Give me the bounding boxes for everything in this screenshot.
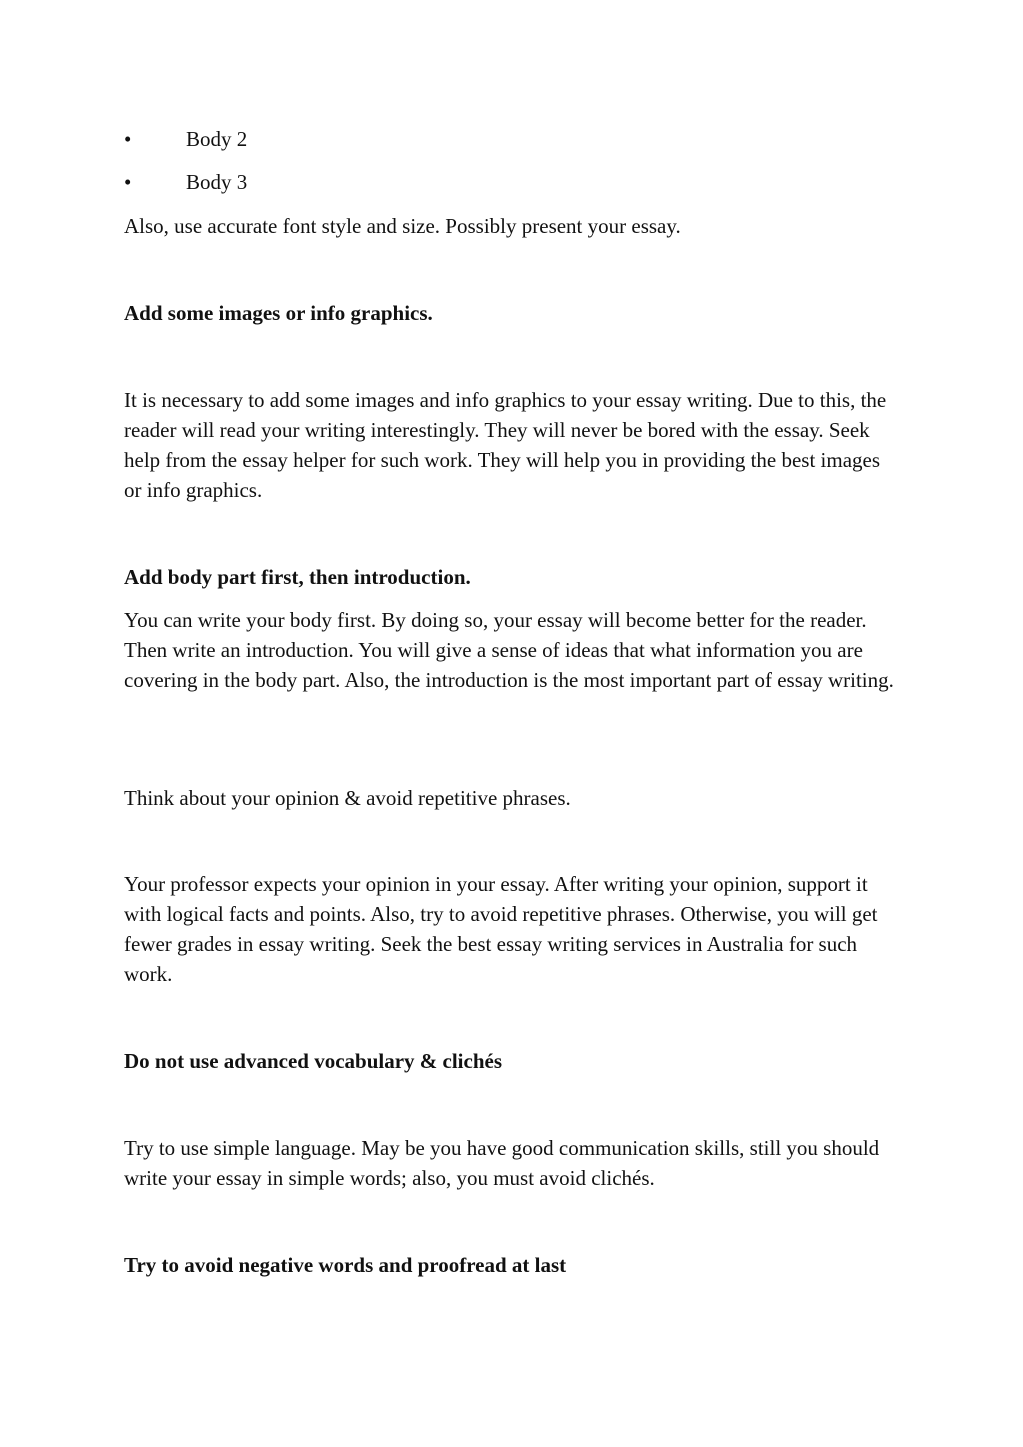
- list-item-text: Body 3: [186, 170, 248, 194]
- paragraph-images: It is necessary to add some images and info graphics to your essay writing. Due to this, the reader will read your writing interestingly. They will never be bored with the essay. Seek help from the essay helper for such work. They will help you in providing the best images or info graphics.: [124, 388, 887, 502]
- list-item: [124, 167, 624, 197]
- list-item-text: Body 2: [186, 127, 248, 151]
- bullet-mark: •: [124, 127, 132, 151]
- heading-vocabulary: Do not use advanced vocabulary & clichés: [124, 1049, 502, 1073]
- list-item: [124, 124, 624, 154]
- paragraph-vocabulary: Try to use simple language. May be you have good communication skills, still you should write your essay in simple words; also, you must avoid clichés.: [124, 1136, 880, 1190]
- paragraph-body-first: You can write your body first. By doing so, your essay will become better for the reader. Then write an introduction. You will give a sense of ideas that what information you are covering in the body part. Also, the introduction is the most important part of essay writing.: [124, 608, 894, 692]
- paragraph-font-style: Also, use accurate font style and size. Possibly present your essay.: [124, 214, 681, 238]
- heading-body-first: Add body part first, then introduction.: [124, 565, 471, 589]
- bullet-mark: •: [124, 170, 132, 194]
- heading-opinion: Think about your opinion & avoid repetitive phrases.: [124, 786, 571, 810]
- heading-images: Add some images or info graphics.: [124, 301, 433, 325]
- heading-negative-words: Try to avoid negative words and proofread at last: [124, 1253, 567, 1277]
- paragraph-opinion: Your professor expects your opinion in your essay. After writing your opinion, support it with logical facts and points. Also, try to avoid repetitive phrases. Otherwise, you will get fewer grades in essay writing. Seek the best essay writing services in Australia for such work.: [124, 872, 878, 986]
